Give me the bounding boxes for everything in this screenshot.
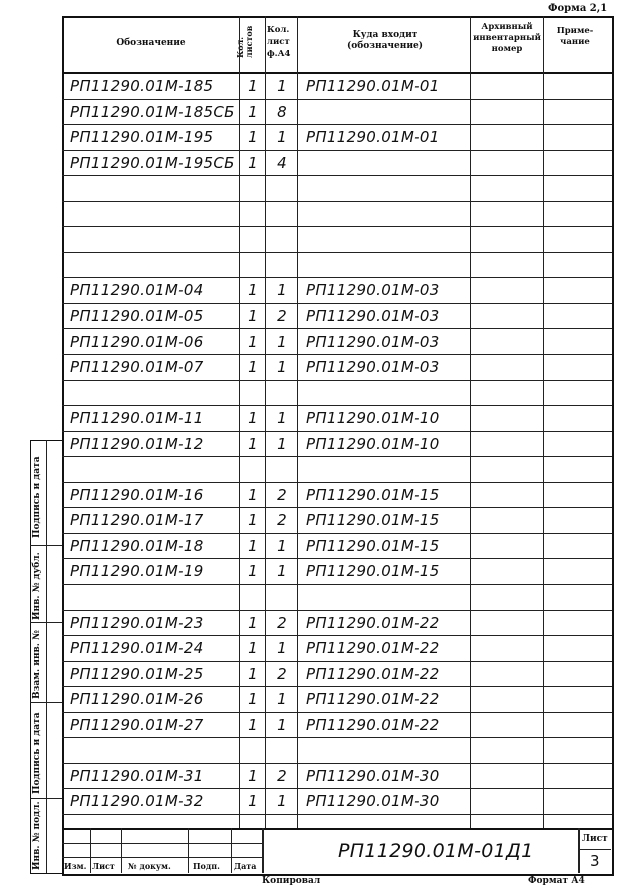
cell-designation: РП11290.01М-18 xyxy=(70,536,204,555)
cell-designation: РП11290.01М-185 xyxy=(70,77,214,95)
table-row xyxy=(62,303,612,329)
footer-copied: Копировал xyxy=(262,876,321,886)
cell-a4: 1 xyxy=(277,639,287,658)
cell-designation: РП11290.01М-185СБ xyxy=(70,102,235,121)
cell-designation: РП11290.01М-11 xyxy=(70,409,204,428)
header-a4: Кол. лист ф.А4 xyxy=(267,25,291,59)
table-row xyxy=(62,124,612,150)
sheet-label: Лист xyxy=(582,834,608,844)
cell-where-used: РП11290.01М-03 xyxy=(306,306,440,325)
cell-sheets: 1 xyxy=(248,306,258,325)
table-row xyxy=(62,226,612,252)
cell-designation: РП11290.01М-27 xyxy=(70,715,204,734)
tb-col-sheet: Лист xyxy=(92,861,115,871)
cell-sheets: 1 xyxy=(248,792,258,811)
cell-where-used: РП11290.01М-01 xyxy=(306,128,440,147)
cell-sheets: 1 xyxy=(248,358,258,377)
cell-a4: 8 xyxy=(277,102,287,121)
side-sign-date-1: Подпись и дата xyxy=(32,456,42,538)
cell-a4: 2 xyxy=(277,306,287,325)
cell-where-used: РП11290.01М-03 xyxy=(306,358,440,377)
cell-where-used: РП11290.01М-01 xyxy=(306,77,440,95)
table-row xyxy=(62,661,612,687)
table-row xyxy=(62,610,612,636)
table-row xyxy=(62,277,612,303)
cell-a4: 1 xyxy=(277,792,287,811)
table-row xyxy=(62,635,612,661)
cell-sheets: 1 xyxy=(248,128,258,147)
cell-designation: РП11290.01М-17 xyxy=(70,511,204,530)
table-row xyxy=(62,533,612,559)
tb-col-change: Изм. xyxy=(64,861,87,871)
cell-sheets: 1 xyxy=(248,536,258,555)
cell-sheets: 1 xyxy=(248,639,258,658)
cell-a4: 1 xyxy=(277,715,287,734)
cell-designation: РП11290.01М-12 xyxy=(70,434,204,453)
tb-col-date: Дата xyxy=(234,861,257,871)
cell-designation: РП11290.01М-24 xyxy=(70,639,204,658)
header-designation: Обозначение xyxy=(116,38,186,48)
table-row xyxy=(62,405,612,431)
sheet-number: 3 xyxy=(590,852,600,870)
table-row xyxy=(62,482,612,508)
table-row xyxy=(62,380,612,406)
cell-designation: РП11290.01М-31 xyxy=(70,766,204,785)
cell-where-used: РП11290.01М-15 xyxy=(306,562,440,581)
cell-designation: РП11290.01М-23 xyxy=(70,613,204,632)
table-header xyxy=(62,16,612,74)
side-replace-inv: Взам. инв. № xyxy=(32,630,42,699)
side-inv-dup: Инв. № дубл. xyxy=(32,552,42,620)
cell-a4: 1 xyxy=(277,77,287,95)
header-sheets: Кол. листов xyxy=(235,25,254,58)
cell-a4: 2 xyxy=(277,664,287,683)
cell-sheets: 1 xyxy=(248,664,258,683)
cell-sheets: 1 xyxy=(248,562,258,581)
cell-designation: РП11290.01М-32 xyxy=(70,792,204,811)
cell-where-used: РП11290.01М-10 xyxy=(306,409,440,428)
cell-where-used: РП11290.01М-03 xyxy=(306,332,440,351)
side-inv-orig: Инв. № подл. xyxy=(32,801,42,870)
cell-designation: РП11290.01М-195 xyxy=(70,128,214,147)
cell-where-used: РП11290.01М-22 xyxy=(306,639,440,658)
cell-where-used: РП11290.01М-15 xyxy=(306,536,440,555)
table-row xyxy=(62,686,612,712)
cell-sheets: 1 xyxy=(248,715,258,734)
cell-sheets: 1 xyxy=(248,485,258,504)
cell-sheets: 1 xyxy=(248,281,258,300)
cell-sheets: 1 xyxy=(248,77,258,95)
cell-a4: 2 xyxy=(277,485,287,504)
tb-col-sign: Подп. xyxy=(193,861,220,871)
cell-designation: РП11290.01М-195СБ xyxy=(70,153,235,172)
cell-sheets: 1 xyxy=(248,434,258,453)
table-row xyxy=(62,99,612,125)
header-archive: Архивный инвентарный номер xyxy=(473,22,541,54)
form-label: Форма 2,1 xyxy=(548,3,608,14)
table-row xyxy=(62,201,612,227)
footer-format: Формат А4 xyxy=(528,876,585,886)
cell-sheets: 1 xyxy=(248,332,258,351)
table-row xyxy=(62,712,612,738)
table-row xyxy=(62,456,612,482)
table-row xyxy=(62,788,612,814)
cell-where-used: РП11290.01М-22 xyxy=(306,715,440,734)
side-sign-date-2: Подпись и дата xyxy=(32,712,42,794)
cell-designation: РП11290.01М-26 xyxy=(70,690,204,709)
cell-a4: 1 xyxy=(277,690,287,709)
cell-where-used: РП11290.01М-15 xyxy=(306,511,440,530)
cell-designation: РП11290.01М-19 xyxy=(70,562,204,581)
table-row xyxy=(62,584,612,610)
cell-a4: 1 xyxy=(277,536,287,555)
cell-a4: 1 xyxy=(277,562,287,581)
cell-designation: РП11290.01М-16 xyxy=(70,485,204,504)
cell-a4: 1 xyxy=(277,434,287,453)
table-row xyxy=(62,175,612,201)
cell-designation: РП11290.01М-06 xyxy=(70,332,204,351)
cell-a4: 1 xyxy=(277,409,287,428)
header-where-used: Куда входит (обозначение) xyxy=(347,30,423,51)
cell-a4: 1 xyxy=(277,128,287,147)
cell-sheets: 1 xyxy=(248,766,258,785)
cell-sheets: 1 xyxy=(248,690,258,709)
cell-where-used: РП11290.01М-10 xyxy=(306,434,440,453)
cell-designation: РП11290.01М-04 xyxy=(70,281,204,300)
cell-where-used: РП11290.01М-22 xyxy=(306,613,440,632)
cell-where-used: РП11290.01М-03 xyxy=(306,281,440,300)
cell-a4: 2 xyxy=(277,511,287,530)
table-row xyxy=(62,354,612,380)
cell-a4: 2 xyxy=(277,766,287,785)
cell-sheets: 1 xyxy=(248,613,258,632)
cell-where-used: РП11290.01М-22 xyxy=(306,664,440,683)
table-row xyxy=(62,507,612,533)
cell-sheets: 1 xyxy=(248,409,258,428)
table-row xyxy=(62,150,612,176)
cell-designation: РП11290.01М-05 xyxy=(70,306,204,325)
cell-a4: 1 xyxy=(277,281,287,300)
tb-col-doc: № докум. xyxy=(128,861,171,871)
cell-sheets: 1 xyxy=(248,153,258,172)
table-row xyxy=(62,73,612,99)
cell-a4: 4 xyxy=(277,153,287,172)
cell-sheets: 1 xyxy=(248,102,258,121)
table-row xyxy=(62,329,612,355)
cell-where-used: РП11290.01М-15 xyxy=(306,485,440,504)
cell-a4: 1 xyxy=(277,332,287,351)
table-row xyxy=(62,737,612,763)
table-row xyxy=(62,763,612,789)
cell-where-used: РП11290.01М-30 xyxy=(306,792,440,811)
cell-where-used: РП11290.01М-22 xyxy=(306,690,440,709)
table-row xyxy=(62,558,612,584)
cell-designation: РП11290.01М-25 xyxy=(70,664,204,683)
cell-a4: 2 xyxy=(277,613,287,632)
cell-designation: РП11290.01М-07 xyxy=(70,358,204,377)
table-row xyxy=(62,431,612,457)
doc-number: РП11290.01М-01Д1 xyxy=(338,840,534,862)
cell-where-used: РП11290.01М-30 xyxy=(306,766,440,785)
cell-a4: 1 xyxy=(277,358,287,377)
header-note: Приме- чание xyxy=(556,26,594,47)
table-row xyxy=(62,252,612,278)
cell-sheets: 1 xyxy=(248,511,258,530)
